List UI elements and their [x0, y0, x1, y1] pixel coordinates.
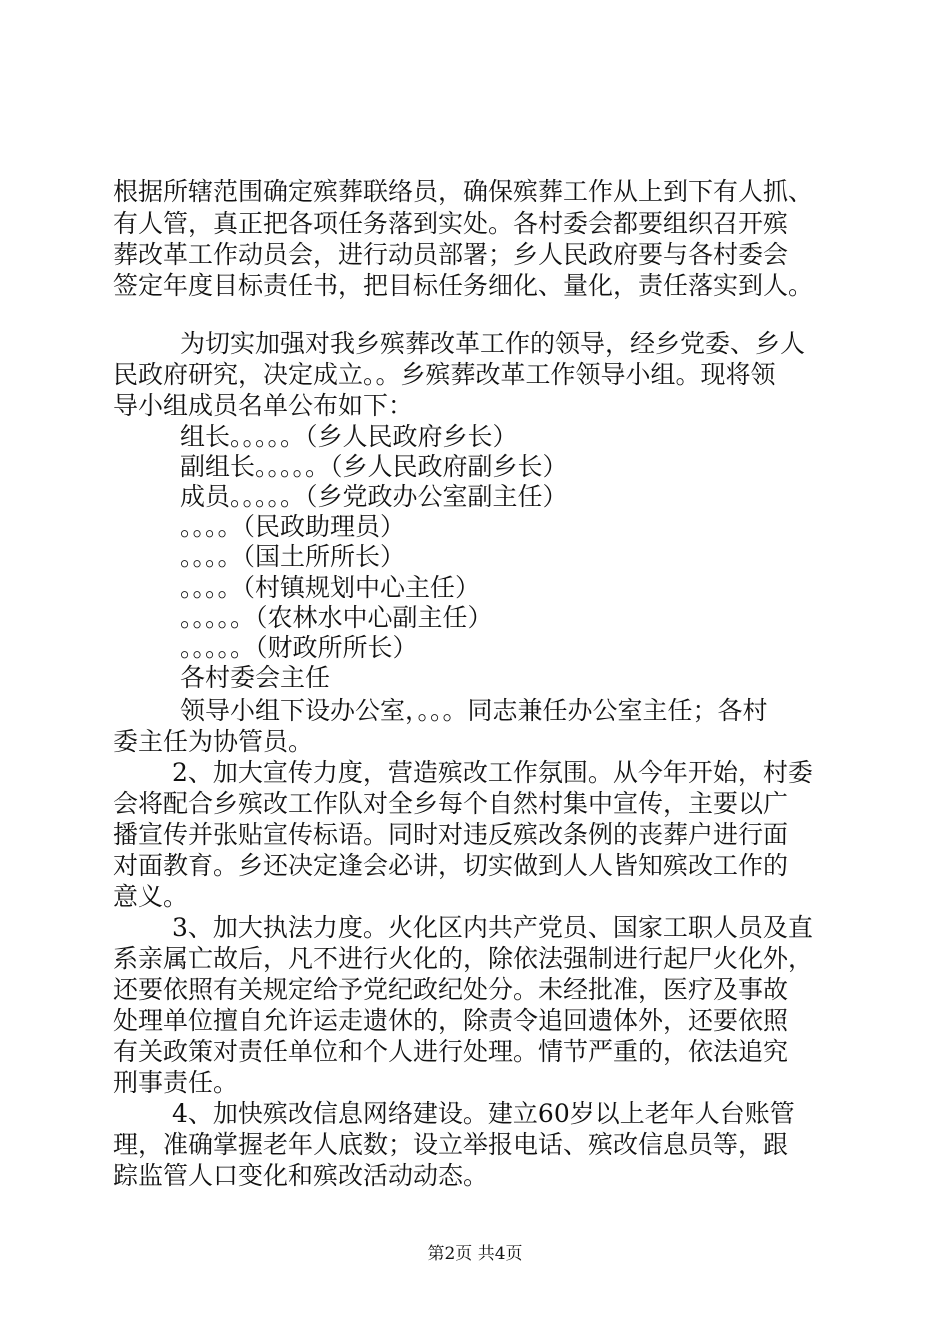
roster-line: 。。。。。（财政所所长） — [180, 633, 418, 662]
roster-line: 成员。。。。。（乡党政办公室副主任） — [180, 482, 568, 511]
page-number: 第2页 共4页 — [427, 1244, 523, 1264]
text-line: 有人管，真正把各项任务落到实处。各村委会都要组织召开殡 — [113, 209, 789, 238]
text-line: 为切实加强对我乡殡葬改革工作的领导，经乡党委、乡人 — [180, 329, 806, 358]
text-line: 意义。 — [113, 882, 189, 911]
text-line: 4、加快殡改信息网络建设。建立60岁以上老年人台账管 — [172, 1099, 795, 1128]
text-line: 播宣传并张贴宣传标语。同时对违反殡改条例的丧葬户进行面 — [113, 820, 789, 849]
text-line: 理，准确掌握老年人底数；设立举报电话、殡改信息员等，跟 — [113, 1130, 789, 1159]
text-line: 葬改革工作动员会，进行动员部署；乡人民政府要与各村委会 — [113, 240, 789, 269]
text-line: 根据所辖范围确定殡葬联络员，确保殡葬工作从上到下有人抓、 — [113, 177, 814, 206]
text-line: 系亲属亡故后，凡不进行火化的，除依法强制进行起尸火化外， — [113, 944, 814, 973]
text-line: 踪监管人口变化和殡改活动动态。 — [113, 1161, 489, 1190]
text-line: 民政府研究，决定成立。。乡殡葬改革工作领导小组。现将领 — [113, 360, 776, 389]
text-line: 会将配合乡殡改工作队对全乡每个自然村集中宣传，主要以广 — [113, 789, 789, 818]
roster-line: 。。。。（民政助理员） — [180, 512, 406, 541]
text-line: 领导小组下设办公室，。。。同志兼任办公室主任；各村 — [180, 696, 768, 725]
roster-line: 各村委会主任 — [180, 663, 331, 692]
text-line: 刑事责任。 — [113, 1068, 239, 1097]
roster-line: 。。。。（国土所所长） — [180, 542, 406, 571]
roster-line: 副组长。。。。。（乡人民政府副乡长） — [180, 452, 568, 481]
text-line: 签定年度目标责任书，把目标任务细化、量化，责任落实到人。 — [113, 271, 814, 300]
roster-line: 组长。。。。。（乡人民政府乡长） — [180, 422, 518, 451]
text-line: 有关政策对责任单位和个人进行处理。情节严重的，依法追究 — [113, 1037, 789, 1066]
text-line: 导小组成员名单公布如下： — [113, 391, 414, 420]
text-line: 对面教育。乡还决定逢会必讲，切实做到人人皆知殡改工作的 — [113, 851, 789, 880]
roster-line: 。。。。。（农林水中心副主任） — [180, 603, 493, 632]
text-line: 还要依照有关规定给予党纪政纪处分。未经批准，医疗及事故 — [113, 975, 789, 1004]
roster-line: 。。。。（村镇规划中心主任） — [180, 573, 481, 602]
text-line: 3、加大执法力度。火化区内共产党员、国家工职人员及直 — [172, 913, 813, 942]
text-line: 处理单位擅自允许运走遗休的，除责令追回遗体外，还要依照 — [113, 1006, 789, 1035]
text-line: 委主任为协管员。 — [113, 727, 314, 756]
text-line: 2、加大宣传力度，营造殡改工作氛围。从今年开始，村委 — [172, 758, 813, 787]
